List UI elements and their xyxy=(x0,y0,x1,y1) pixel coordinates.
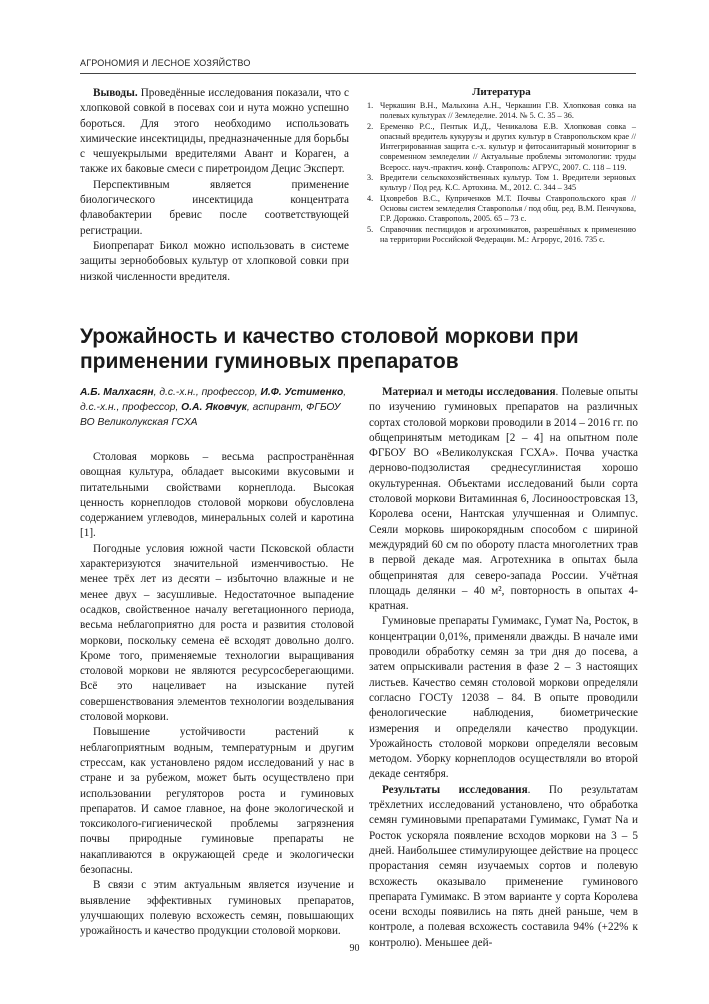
literature-item xyxy=(367,194,636,225)
literature-item-text: Цховребов В.С., Куприченков М.Т. Почвы Ставропольского края // Основы систем земледелия Ставрополья / под общ. ред. В.М. Пенчукова, Г.Р. Дорожко. Ставрополь, 2005. 65 – 73 с. xyxy=(380,193,636,224)
perspective-paragraph: Перспективным является применение биологического инсектицида концентрата флавобактерии бревис после соответствующей регистрации. xyxy=(80,178,349,237)
author-affiliation: , аспирант, ФГБОУ ВО Великолукская ГСХА xyxy=(80,402,341,428)
body-paragraph: Столовая морковь – весьма распространённая овощная культура, обладает высокими вкусовыми и питательными свойствами корнеплода. Высокая ценность корнеплодов столовой моркови обусловлена содержанием углеводов, минеральных солей и каротина [1]. xyxy=(80,451,354,540)
literature-item-text: Еременко Р.С., Пентык И.Д., Ченикалова Е.В. Хлопковая совка – опасный вредитель кукурузы и других культур в Ставропольском крае // Интегрированная защита с.-х. культур и фитосанитарный мониторинг в современном земледелии // Актуальные проблемы энтомологии: труды Всеросс. науч.-практич. конф. Ставрополь: АГРУС, 2007. С. 118 – 119. xyxy=(380,121,636,172)
results-text: . По результатам трёхлетних исследований установлено, что обработка семян гуминовыми препаратами Гумимакс, Гумат Na и Росток ускоряла появление всходов моркови на 3 – 5 дней. Наибольшее стимулирующее действие на процесс прорастания семян изучаемых сортов и полевую всхожесть оказывало применение гуминового препарата Гумимакс. В этом варианте у сорта Королева осени всходы появились на пять дней раньше, чем в контроле, а полевая всхожесть составила 94% (+22% к контролю). Меньшее дей- xyxy=(369,783,639,949)
article-left-column xyxy=(80,450,354,940)
article-right-column xyxy=(369,385,638,951)
article-authors xyxy=(80,385,352,430)
conclusions-text: Проведённые исследования показали, что с хлопковой совкой в посевах сои и нута можно успешно бороться. Для этого необходимо использовать химические инсектициды, предназначенные для борьбы с чешуекрылыми вредителями Авант и Кораген, а также их баковые смеси с пиретроидом Децис Эксперт. xyxy=(80,87,349,176)
literature-item-number: 1. xyxy=(367,101,374,110)
literature-item-text: Черкашин В.Н., Малыхина А.Н., Черкашин Г.В. Хлопковая совка на полевых культурах // Земледелие. 2014. № 5. С. 35 – 36. xyxy=(380,101,636,121)
author-name: А.Б. Малхасян xyxy=(80,387,154,398)
methods-text: . Полевые опыты по изучению гуминовых препаратов на различных сортах столовой моркови проводили в 2014 – 2016 гг. по общепринятым методикам [2 – 4] на опытном поле ФГБОУ ВО «Великолукская ГСХА». Почва участка дерново-подзолистая среднесуглинистая хорошо окультуренная. Объектами исследований были сорта столовой моркови Витаминная 6, Лосиноостровская 13, Королева осени, Нантская улучшенная и Олимпус. Сеяли морковь широкорядным способом с шириной междурядий 60 см по обороту пласта многолетних трав в первой декаде мая. Агротехника в опытах была общепринятая для северо-запада России. Учётная площадь делянки – 40 м², повторность в опытах 4-кратная. xyxy=(369,386,639,613)
literature-item xyxy=(367,101,636,122)
conclusions-column xyxy=(80,86,349,285)
literature-title: Литература xyxy=(472,86,531,98)
author-name: И.Ф. Устименко xyxy=(260,387,344,398)
running-header: АГРОНОМИЯ И ЛЕСНОЕ ХОЗЯЙСТВО xyxy=(80,58,251,68)
results-paragraph xyxy=(369,783,638,951)
methods-heading: Материал и методы исследования xyxy=(382,386,556,398)
literature-item xyxy=(367,173,636,194)
conclusions-paragraph xyxy=(80,86,349,178)
header-rule xyxy=(80,73,636,74)
literature-item-number: 3. xyxy=(367,173,374,183)
body-paragraph: В связи с этим актуальным является изучение и выявление эффективных гуминовых препаратов, улучшающих полевую всхожесть семян, повышающих урожайность и качество продукции столовой моркови. xyxy=(80,879,354,938)
literature-item xyxy=(367,122,636,173)
article-title: Урожайность и качество столовой моркови при применении гуминовых препаратов xyxy=(80,325,579,373)
literature-list xyxy=(367,101,636,245)
literature-block xyxy=(367,86,636,245)
biopreparation-paragraph: Биопрепарат Бикол можно использовать в системе защиты зернобобовых культур от хлопковой совки при низкой численности вредителя. xyxy=(80,239,349,283)
literature-item-text: Вредители сельскохозяйственных культур. Том 1. Вредители зерновых культур / Под ред. К.С. Артохина. М., 2012. С. 344 – 345 xyxy=(380,173,636,193)
literature-item-number: 4. xyxy=(367,193,374,203)
body-paragraph: Погодные условия южной части Псковской области характеризуются значительной изменчивостью. Не менее трёх лет из десяти – избыточно влажные и не менее двух – засушливые. Недостаточное выпадение осадков, свойственное началу вегетационного периода, весьма неблагоприятно для роста и развития столовой моркови, поскольку семена её всходят довольно долго. Кроме того, применяемые технологии выращивания столовой моркови не являются ресурсосберегающими. Всё это нацеливает на изыскание путей совершенствования элементов технологии возделывания столовой моркови. xyxy=(80,542,354,724)
body-paragraph: Повышение устойчивости растений к неблагоприятным водным, температурным и другим стрессам, как установлено рядом исследований у нас в стране и за рубежом, может быть осуществлено при использовании регуляторов роста и гуминовых препаратов. И самое главное, на фоне экологической и токсиколого-гигиенической проблемы загрязнения почвы природные гуминовые препараты не накапливаются в окружающей среде и экологически безопасны. xyxy=(80,726,354,877)
literature-item-number: 2. xyxy=(367,121,374,131)
literature-item xyxy=(367,225,636,246)
author-affiliation: , д.с.-х.н., профессор, xyxy=(80,387,347,413)
conclusions-lead: Выводы. xyxy=(93,87,138,99)
body-paragraph: Гуминовые препараты Гумимакс, Гумат Na, Росток, в концентрации 0,01%, применяли дважды. В начале ими проводили обработку семян за три дня до посева, а затем опрыскивали растения в фазе 2 – 3 настоящих листьев. Качество семян столовой моркови определяли согласно ГОСТу 12038 – 84. В опыте проводили фенологические наблюдения, биометрические измерения и определяли качество продукции. Урожайность столовой моркови определяли весовым методом. Уборку корнеплодов осуществляли во второй декаде сентября. xyxy=(369,615,638,781)
author-name: О.А. Яковчук xyxy=(181,402,247,413)
methods-paragraph xyxy=(369,385,638,614)
literature-item-text: Справочник пестицидов и агрохимикатов, разрешённых к применению на территории Российской Федерации. М.: Агрорус, 2016. 735 с. xyxy=(380,224,636,244)
author-affiliation: , д.с.-х.н., профессор, xyxy=(153,387,261,398)
page-number: 90 xyxy=(349,943,360,954)
results-heading: Результаты исследования xyxy=(382,783,528,796)
literature-item-number: 5. xyxy=(367,224,374,234)
